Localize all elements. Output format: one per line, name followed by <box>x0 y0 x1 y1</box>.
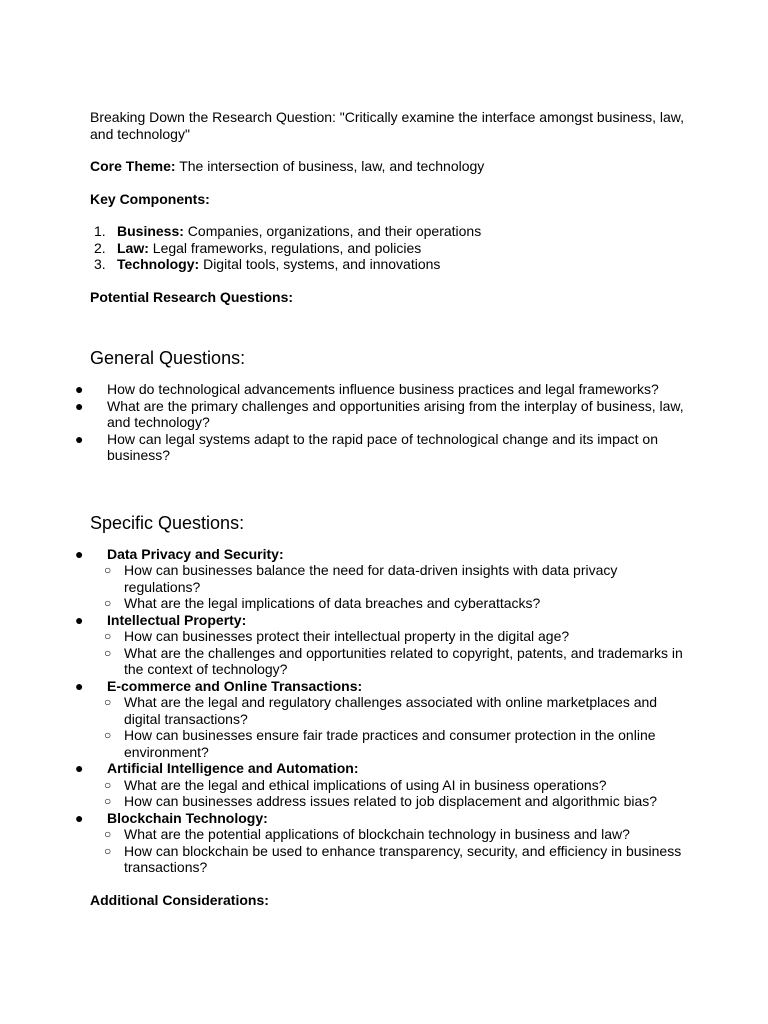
bullet-icon: ● <box>75 760 84 776</box>
sub-bullet-icon: ○ <box>104 843 112 858</box>
bullet-icon: ● <box>75 381 84 397</box>
sub-bullet-icon: ○ <box>104 794 112 808</box>
sub-list-item: ○ What are the potential applications of blockchain technology in business and law? <box>104 826 630 842</box>
list-item: 1. Business: Companies, organizations, and their operations <box>94 223 482 239</box>
list-item: 2. Law: Legal frameworks, regulations, and policies <box>94 239 422 256</box>
sub-list-item: ○ How can businesses ensure fair trade practices and consumer protection in the online environment? <box>104 727 656 760</box>
bullet-icon: ● <box>75 677 84 694</box>
sub-list-item: ○ How can blockchain be used to enhance transparency, security, and efficiency in business transactions? <box>104 842 682 875</box>
sub-bullet-icon: ○ <box>104 695 112 709</box>
bullet-icon: ● <box>75 545 84 562</box>
sub-list <box>104 826 690 876</box>
sub-bullet-icon: ○ <box>104 777 112 792</box>
sub-list <box>104 776 690 810</box>
group-title: Intellectual Property: <box>107 611 247 628</box>
group-title: Blockchain Technology: <box>107 809 268 826</box>
sub-bullet-icon: ○ <box>104 645 112 660</box>
sub-list-item: ○ What are the legal and regulatory challenges associated with online marketplaces and digital transactions? <box>104 694 658 727</box>
list-item: 3. Technology: Digital tools, systems, and innovations <box>94 256 441 272</box>
key-components-list <box>90 223 690 273</box>
sub-list-item: ○ What are the legal implications of data breaches and cyberattacks? <box>104 595 541 611</box>
sub-bullet-icon: ○ <box>104 563 112 577</box>
core-theme-text: The intersection of business, law, and technology <box>175 158 485 174</box>
potential-questions-heading: Potential Research Questions: <box>90 288 294 305</box>
core-theme <box>90 158 690 175</box>
sub-bullet-icon: ○ <box>104 596 112 610</box>
general-questions-list <box>72 381 690 464</box>
intro-paragraph: Breaking Down the Research Question: "Critically examine the interface amongst business, law, and technology" <box>90 109 685 142</box>
group-title: Data Privacy and Security: <box>107 545 284 562</box>
sub-list-item: ○ What are the legal and ethical implications of using AI in business operations? <box>104 776 607 793</box>
group-title: E-commerce and Online Transactions: <box>107 677 363 694</box>
core-theme-label: Core Theme: <box>90 158 176 174</box>
sub-bullet-icon: ○ <box>104 728 112 742</box>
key-components-heading: Key Components: <box>90 190 210 207</box>
sub-list-item: ○ How can businesses balance the need for data-driven insights with data privacy regulations? <box>104 562 618 595</box>
list-item: ● What are the primary challenges and opportunities arising from the interplay of business, law, and technology? <box>75 397 684 430</box>
bullet-icon: ● <box>75 809 84 826</box>
list-item <box>72 810 690 876</box>
list-item <box>72 546 690 612</box>
sub-list <box>104 562 690 612</box>
list-item: ● How do technological advancements influence business practices and legal frameworks? <box>75 381 659 397</box>
sub-list-item: ○ How can businesses address issues related to job displacement and algorithmic bias? <box>104 793 658 809</box>
sub-list <box>104 628 690 678</box>
additional-considerations-heading: Additional Considerations: <box>90 891 269 908</box>
bullet-icon: ● <box>75 611 84 628</box>
sub-list-item: ○ How can businesses protect their intellectual property in the digital age? <box>104 628 570 644</box>
list-item <box>72 612 690 678</box>
sub-bullet-icon: ○ <box>104 827 112 841</box>
document-body <box>75 109 690 908</box>
specific-questions-list <box>72 546 690 876</box>
group-title: Artificial Intelligence and Automation: <box>107 760 359 776</box>
specific-questions-heading: Specific Questions: <box>90 512 245 533</box>
list-item: ● How can legal systems adapt to the rapid pace of technological change and its impact on business? <box>75 430 658 463</box>
general-questions-heading: General Questions: <box>90 348 246 368</box>
sub-bullet-icon: ○ <box>104 629 112 643</box>
sub-list-item: ○ What are the challenges and opportunities related to copyright, patents, and trademarks in the context of technology? <box>104 644 683 677</box>
bullet-icon: ● <box>75 397 84 414</box>
list-item <box>72 678 690 761</box>
list-item <box>72 760 690 810</box>
sub-list <box>104 694 690 760</box>
bullet-icon: ● <box>75 430 84 447</box>
